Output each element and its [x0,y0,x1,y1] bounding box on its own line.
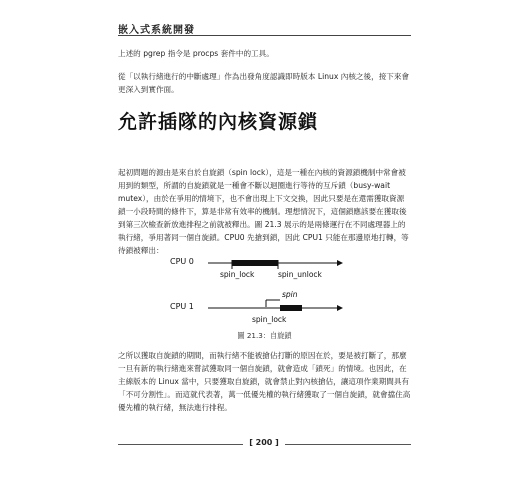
cpu0-label: CPU 0 [170,257,194,266]
paragraph-pgrep: 上述的 pgrep 指令是 procps 套件中的工具。 [118,49,274,58]
section-title: 允許插隊的內核資源鎖 [118,111,319,133]
footer-rule-left [118,444,243,445]
spin-lock-label-cpu1: spin_lock [252,315,287,324]
spinlock-diagram [170,250,350,330]
running-head: 嵌入式系統開發 [118,25,195,36]
cpu1-label: CPU 1 [170,302,194,311]
figure-caption: 圖 21.3：自旋鎖 [237,331,292,340]
paragraph-preemption: 之所以獲取自旋鎖的期間，而執行緒不能被搶佔打斷的原因在於，要是被打斷了，那麼一旦有新的執行緒進來嘗試獲取同一個自旋鎖，就會造成「鎖死」的情境。也因此，在主線版本的 Linux 當中，只要獲取自旋鎖，就會禁止對內核搶佔，讓這項作業期間具有「不可分割性」。而這就代表著，萬一低優先權的執行緒獲取了一個自旋鎖，就會擋住高優先權的執行緒，無法進行排程。 [118,351,411,412]
cpu0-lock-held-bar [232,260,278,266]
paragraph-intro: 從「以執行緒進行的中斷處理」作為出發角度認識即時版本 Linux 內核之後，接下來會更深入到實作面。 [118,72,410,94]
spin-unlock-label: spin_unlock [278,270,322,279]
header-rule [118,35,411,36]
page-number: [ 200 ] [249,438,279,447]
cpu1-lock-held-bar [280,305,302,311]
spin-lock-label-cpu0: spin_lock [220,270,255,279]
spin-label: spin [282,290,298,299]
paragraph-spinlock: 起初問題的源由是來自於自旋鎖（spin lock），這是一種在內核的資源鎖機制中常會被用到的類型，所謂的自旋鎖就是一種會不斷以迴圈進行等待的互斥鎖（busy-wait mutex），由於在爭用的情境下，也不會出現上下文交換，因此只要是在還需獲取資源鎖一小段時間的條件下，算是非常有效率的機制。理想情況下，這個鎖應該要在獲取後到第三次檢查新放進排程之前就被釋出。圖 21.3 展示的是兩條運行在不同處理器上的執行緒，爭用著同一個自旋鎖。CPU0 先搶到鎖，因此 CPU1 只能在那邊原地打轉，等待鎖被釋出： [118,168,409,255]
footer-rule-right [285,444,411,445]
